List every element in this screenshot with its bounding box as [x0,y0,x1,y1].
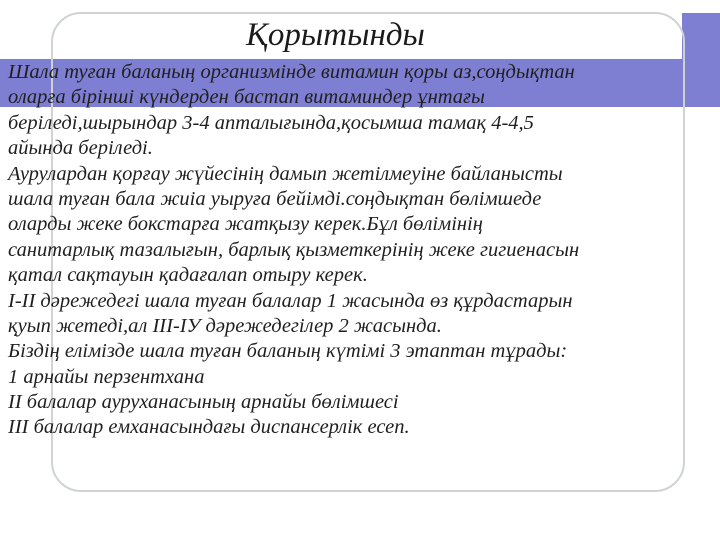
slide-body [8,60,708,441]
body-line: Шала туған баланың организмінде витамин қоры аз,соңдықтан [8,61,575,83]
body-line: беріледі,шырындар 3-4 апталығында,қосымша тамақ 4-4,5 [8,111,534,134]
body-line: ІІ балалар ауруханасының арнайы бөлімшесі [8,391,399,414]
body-line: оларды жеке бокстарға жатқызу керек.Бұл бөлімінің [8,213,483,236]
body-line: қатал сақтауын қадағалап отыру керек. [8,264,368,287]
body-line: Біздің елімізде шала туған баланың күтімі 3 этаптан тұрады: [8,340,568,363]
body-line: шала туған бала жиіа уыруға бейімді.соңдықтан бөлімшеде [8,187,542,210]
body-line: оларға бірінші күндерден бастап витаминдер ұнтағы [8,86,485,109]
slide-title: Қорытынды [246,17,425,53]
body-line: айында беріледі. [8,137,153,160]
body-line: ІІІ балалар емханасындағы диспансерлік есеп. [8,416,410,439]
body-line: қуып жетеді,ал ІІІ-ІУ дәрежедегілер 2 жасында. [8,314,442,337]
body-line: санитарлық тазалығын, барлық қызметкерінің жеке гигиенасын [8,238,580,261]
body-line: Аурулардан қорғау жүйесінің дамып жетілмеуіне байланысты [8,162,563,185]
body-line: І-ІІ дәрежедегі шала туған балалар 1 жасында өз құрдастарын [8,289,573,312]
body-line: 1 арнайы перзентхана [8,365,205,388]
